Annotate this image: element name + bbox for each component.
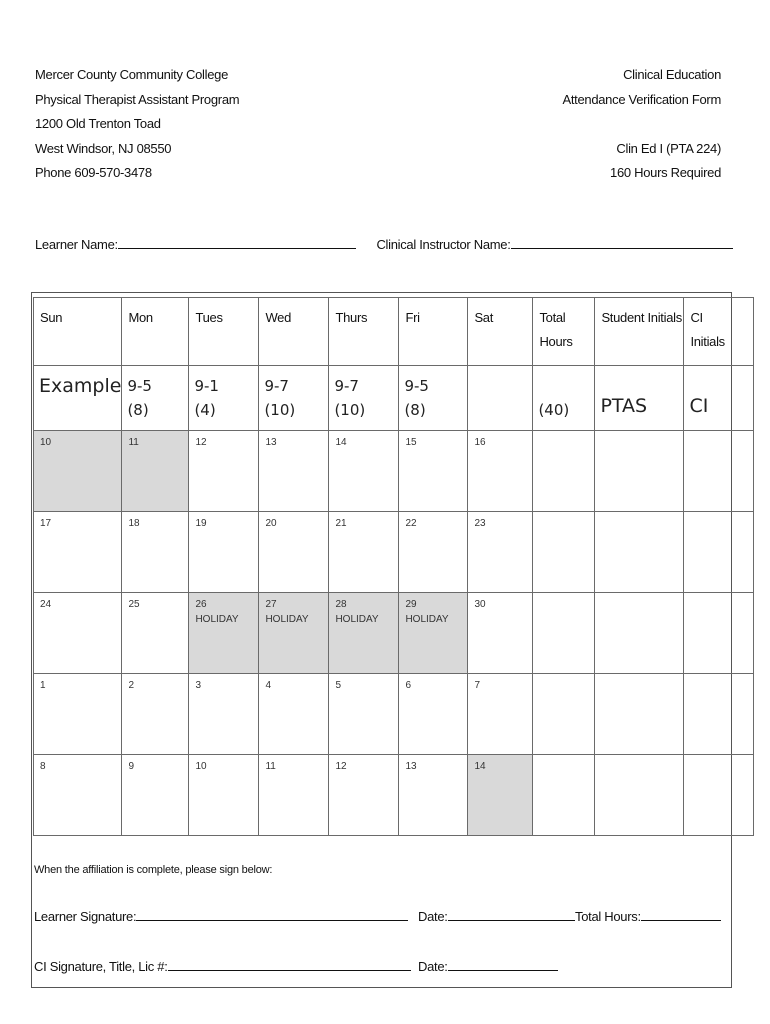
- college-info: [35, 63, 239, 186]
- holiday-label: HOLIDAY: [405, 614, 449, 625]
- day-cell[interactable]: 7: [468, 674, 533, 755]
- day-cell[interactable]: 30: [468, 593, 533, 674]
- day-cell[interactable]: 21: [329, 512, 399, 593]
- day-cell[interactable]: 13: [259, 431, 329, 512]
- learner-signature-row: [34, 908, 408, 924]
- day-cell[interactable]: 25: [122, 593, 189, 674]
- col-thurs: Thurs: [329, 298, 399, 366]
- ci-initials-cell[interactable]: [684, 593, 754, 674]
- date-line[interactable]: [448, 908, 575, 921]
- student-initials-cell[interactable]: [595, 431, 684, 512]
- col-tues: Tues: [189, 298, 259, 366]
- day-cell[interactable]: 20: [259, 512, 329, 593]
- total-hours-field: [575, 908, 721, 924]
- total-hours-cell[interactable]: [533, 512, 595, 593]
- week-row: [34, 431, 754, 512]
- example-thurs: 9-7 (10): [329, 366, 399, 431]
- example-fri: 9-5 (8): [399, 366, 468, 431]
- student-initials-cell[interactable]: [595, 593, 684, 674]
- ci-signature-line[interactable]: [168, 958, 411, 971]
- college-name: Mercer County Community College: [35, 67, 228, 82]
- holiday-cell[interactable]: 26 HOLIDAY: [189, 593, 259, 674]
- street-address: 1200 Old Trenton Toad: [35, 116, 161, 131]
- holiday-label: HOLIDAY: [195, 614, 239, 625]
- day-cell[interactable]: 23: [468, 512, 533, 593]
- col-sat: Sat: [468, 298, 533, 366]
- ci-initials-cell[interactable]: [684, 674, 754, 755]
- week-row: [34, 512, 754, 593]
- holiday-cell[interactable]: 29 HOLIDAY: [399, 593, 468, 674]
- student-initials-cell[interactable]: [595, 674, 684, 755]
- sign-instruction: When the affiliation is complete, please sign below:: [34, 864, 273, 876]
- name-fields: [35, 236, 733, 252]
- ci-signature-row: [34, 958, 411, 974]
- day-cell[interactable]: 18: [122, 512, 189, 593]
- day-cell[interactable]: 1: [34, 674, 122, 755]
- example-row: [34, 366, 754, 431]
- example-total: (40): [533, 366, 595, 431]
- day-cell[interactable]: 11: [122, 431, 189, 512]
- day-cell[interactable]: 5: [329, 674, 399, 755]
- day-cell[interactable]: 24: [34, 593, 122, 674]
- day-cell[interactable]: 15: [399, 431, 468, 512]
- col-mon: Mon: [122, 298, 189, 366]
- ci-name-line[interactable]: [511, 236, 733, 249]
- example-tues: 9-1 (4): [189, 366, 259, 431]
- holiday-label: HOLIDAY: [265, 614, 309, 625]
- col-wed: Wed: [259, 298, 329, 366]
- day-cell[interactable]: 12: [189, 431, 259, 512]
- date-line-2[interactable]: [448, 958, 558, 971]
- example-mon: 9-5 (8): [122, 366, 189, 431]
- form-info: [562, 63, 721, 186]
- day-cell[interactable]: 6: [399, 674, 468, 755]
- learner-name-label: Learner Name:: [35, 237, 118, 252]
- col-ci-initials: CI Initials: [684, 298, 754, 366]
- ci-signature-label: CI Signature, Title, Lic #:: [34, 959, 168, 974]
- total-hours-cell[interactable]: [533, 593, 595, 674]
- program-name: Physical Therapist Assistant Program: [35, 91, 240, 107]
- course-code: Clin Ed I (PTA 224): [616, 140, 721, 156]
- day-cell[interactable]: 9: [122, 755, 189, 836]
- total-hours-line[interactable]: [641, 908, 721, 921]
- week-row: [34, 755, 754, 836]
- form-title-line-1: Clinical Education: [623, 67, 721, 82]
- learner-name-line[interactable]: [118, 236, 356, 249]
- example-label: Example: [34, 366, 122, 431]
- ci-initials-cell[interactable]: [684, 755, 754, 836]
- learner-signature-label: Learner Signature:: [34, 909, 137, 924]
- total-hours-cell[interactable]: [533, 674, 595, 755]
- day-cell[interactable]: 14: [468, 755, 533, 836]
- date-field-1: [418, 908, 575, 924]
- ci-initials-cell[interactable]: [684, 431, 754, 512]
- example-ci-initials: CI: [684, 366, 754, 431]
- date-label: Date:: [418, 909, 448, 924]
- col-student-initials: Student Initials: [595, 298, 684, 366]
- ci-name-label: Clinical Instructor Name:: [376, 237, 511, 252]
- city-state-zip: West Windsor, NJ 08550: [35, 140, 172, 156]
- day-cell[interactable]: 14: [329, 431, 399, 512]
- holiday-cell[interactable]: 28 HOLIDAY: [329, 593, 399, 674]
- day-cell[interactable]: 12: [329, 755, 399, 836]
- learner-signature-line[interactable]: [136, 908, 408, 921]
- day-cell[interactable]: 8: [34, 755, 122, 836]
- total-hours-cell[interactable]: [533, 431, 595, 512]
- day-cell[interactable]: 4: [259, 674, 329, 755]
- day-cell[interactable]: 3: [189, 674, 259, 755]
- holiday-label: HOLIDAY: [335, 614, 379, 625]
- day-cell[interactable]: 10: [34, 431, 122, 512]
- day-cell[interactable]: 13: [399, 755, 468, 836]
- example-student-initials: PTAS: [595, 366, 684, 431]
- col-fri: Fri: [399, 298, 468, 366]
- ci-initials-cell[interactable]: [684, 512, 754, 593]
- student-initials-cell[interactable]: [595, 512, 684, 593]
- attendance-calendar: [33, 297, 754, 836]
- week-row: [34, 674, 754, 755]
- day-cell[interactable]: 11: [259, 755, 329, 836]
- date-field-2: [418, 958, 558, 974]
- example-wed: 9-7 (10): [259, 366, 329, 431]
- day-cell[interactable]: 2: [122, 674, 189, 755]
- total-hours-cell[interactable]: [533, 755, 595, 836]
- form-title-line-2: Attendance Verification Form: [562, 91, 721, 107]
- holiday-cell[interactable]: 27 HOLIDAY: [259, 593, 329, 674]
- col-sun: Sun: [34, 298, 122, 366]
- hours-required: 160 Hours Required: [610, 165, 721, 180]
- date-label-2: Date:: [418, 959, 448, 974]
- student-initials-cell[interactable]: [595, 755, 684, 836]
- day-cell[interactable]: 10: [189, 755, 259, 836]
- total-hours-label: Total Hours:: [575, 909, 641, 924]
- day-cell[interactable]: 17: [34, 512, 122, 593]
- day-cell[interactable]: 22: [399, 512, 468, 593]
- example-sat: [468, 366, 533, 431]
- col-total-hours: Total Hours: [533, 298, 595, 366]
- day-cell[interactable]: 19: [189, 512, 259, 593]
- day-cell[interactable]: 16: [468, 431, 533, 512]
- phone-number: Phone 609-570-3478: [35, 165, 152, 180]
- header-row: [34, 298, 754, 366]
- week-row: [34, 593, 754, 674]
